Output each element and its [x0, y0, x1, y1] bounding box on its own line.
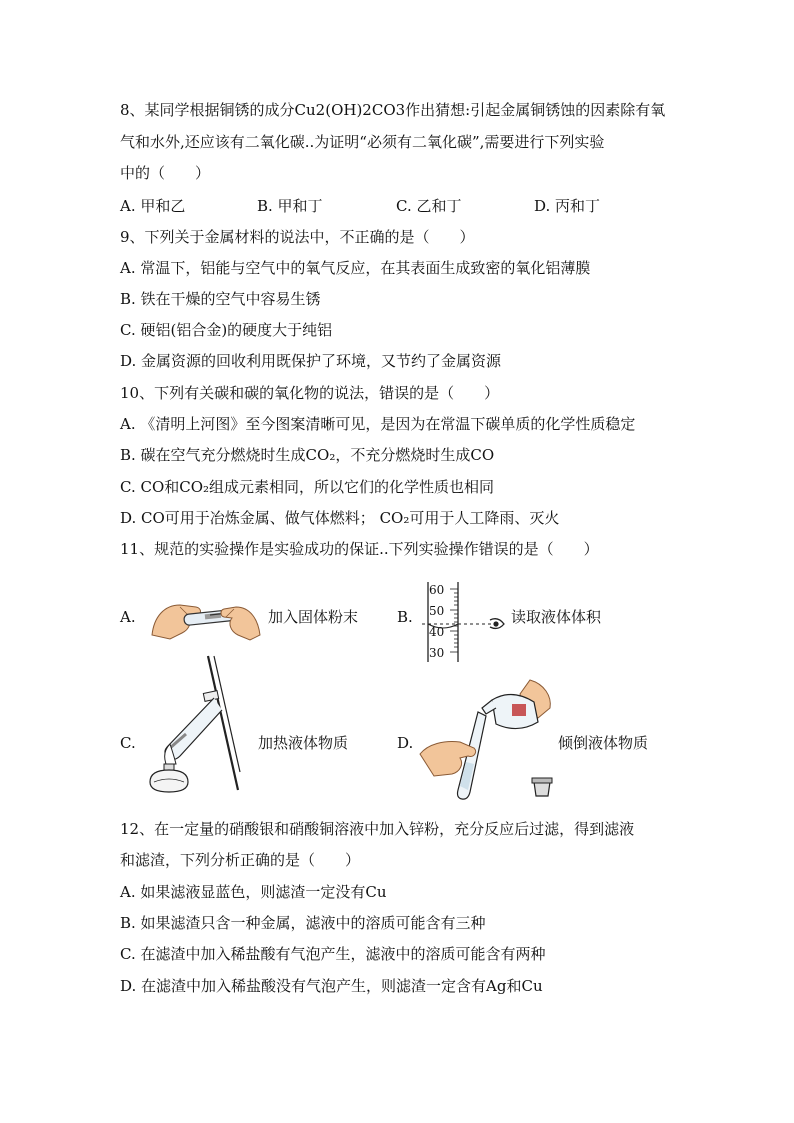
q12-stem-line-2: 和滤渣，下列分析正确的是（ ）	[120, 851, 361, 869]
cylinder-tick-60: 60	[429, 583, 445, 597]
pouring-liquid-image	[420, 678, 560, 802]
hands-test-tube-powder-image	[150, 595, 262, 641]
q8-stem-line-2: 气和水外,还应该有二氧化碳..为证明“必须有二氧化碳”,需要进行下列实验	[120, 133, 605, 151]
q11-option-a-letter[interactable]: A.	[120, 608, 136, 626]
q9-option-d[interactable]: D. 金属资源的回收利用既保护了环境，又节约了金属资源	[120, 352, 502, 370]
q10-option-b[interactable]: B. 碳在空气充分燃烧时生成CO₂，不充分燃烧时生成CO	[120, 446, 495, 464]
q11-option-b-text: 读取液体体积	[511, 608, 602, 626]
q9-option-a[interactable]: A. 常温下，铝能与空气中的氧气反应，在其表面生成致密的氧化铝薄膜	[120, 259, 591, 277]
q11-stem: 11、规范的实验操作是实验成功的保证..下列实验操作错误的是（ ）	[120, 540, 599, 558]
q10-option-a[interactable]: A. 《清明上河图》至今图案清晰可见，是因为在常温下碳单质的化学性质稳定	[120, 415, 636, 433]
q12-option-c[interactable]: C. 在滤渣中加入稀盐酸有气泡产生，滤液中的溶质可能含有两种	[120, 945, 546, 963]
cylinder-tick-40: 40	[429, 625, 445, 639]
q11-option-d-text: 倾倒液体物质	[558, 734, 649, 752]
q8-option-c[interactable]: C. 乙和丁	[396, 197, 462, 215]
q8-stem-line-1: 8、某同学根据铜锈的成分Cu2(OH)2CO3作出猜想:引起金属铜锈蚀的因素除有氧	[120, 101, 666, 119]
q12-stem-line-1: 12、在一定量的硝酸银和硝酸铜溶液中加入锌粉，充分反应后过滤，得到滤液	[120, 820, 635, 838]
heating-test-tube-image	[140, 652, 240, 800]
q10-stem: 10、下列有关碳和碳的氧化物的说法，错误的是（ ）	[120, 384, 500, 402]
q10-option-c[interactable]: C. CO和CO₂组成元素相同，所以它们的化学性质也相同	[120, 478, 495, 496]
cylinder-tick-30: 30	[429, 646, 445, 660]
q9-option-b[interactable]: B. 铁在干燥的空气中容易生锈	[120, 290, 321, 308]
q8-option-b[interactable]: B. 甲和丁	[257, 197, 323, 215]
q11-option-a-text: 加入固体粉末	[268, 608, 359, 626]
q8-option-a[interactable]: A. 甲和乙	[120, 197, 186, 215]
q8-option-d[interactable]: D. 丙和丁	[534, 197, 601, 215]
q9-stem: 9、下列关于金属材料的说法中，不正确的是（ ）	[120, 228, 475, 246]
q12-option-a[interactable]: A. 如果滤液显蓝色，则滤渣一定没有Cu	[120, 883, 387, 901]
q12-option-b[interactable]: B. 如果滤渣只含一种金属，滤液中的溶质可能含有三种	[120, 914, 486, 932]
q11-option-d-letter[interactable]: D.	[397, 734, 414, 752]
q10-option-d[interactable]: D. CO可用于冶炼金属、做气体燃料； CO₂可用于人工降雨、灭火	[120, 509, 560, 527]
q9-option-c[interactable]: C. 硬铝(铝合金)的硬度大于纯铝	[120, 321, 333, 339]
cylinder-tick-50: 50	[429, 604, 445, 618]
q8-stem-line-3: 中的（ ）	[120, 164, 211, 182]
q11-option-b-letter[interactable]: B.	[397, 608, 413, 626]
q12-option-d[interactable]: D. 在滤渣中加入稀盐酸没有气泡产生，则滤渣一定含有Ag和Cu	[120, 977, 543, 995]
q11-option-c-letter[interactable]: C.	[120, 734, 136, 752]
q11-option-c-text: 加热液体物质	[258, 734, 349, 752]
